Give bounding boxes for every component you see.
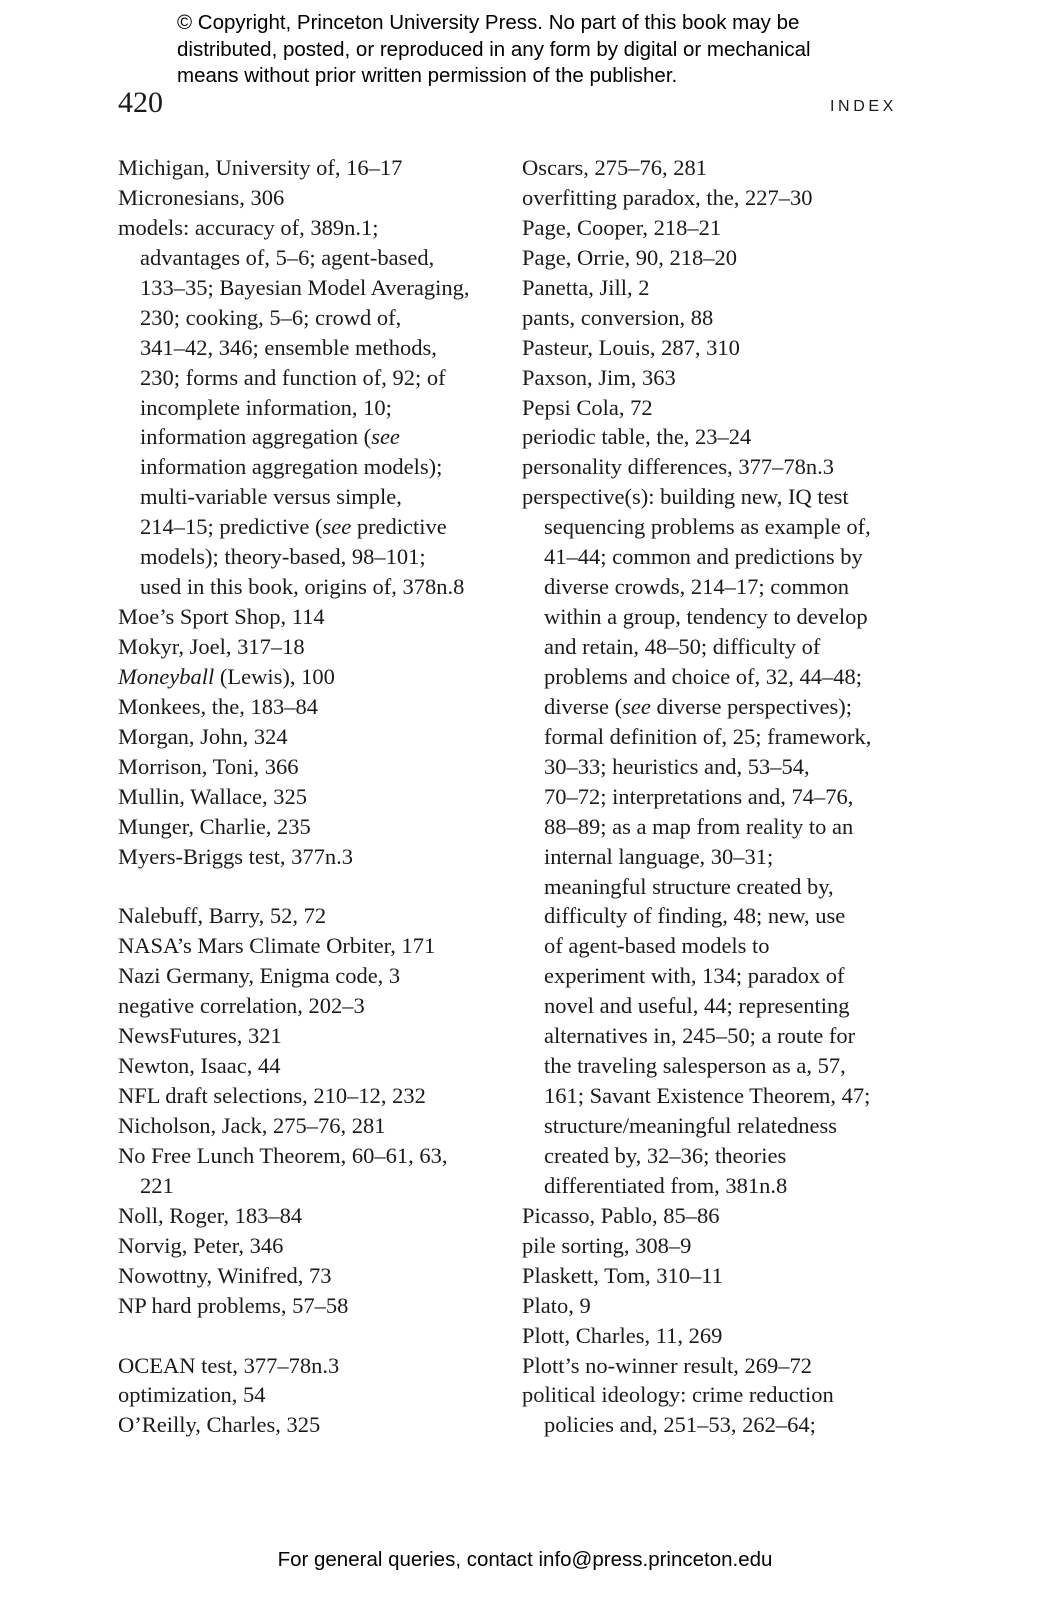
entry-text: 230; cooking, 5–6; crowd of, [140,304,402,330]
entry-text: negative correlation, 202–3 [118,993,365,1019]
entry-italic-text: see [371,424,400,450]
entry-text: Oscars, 275–76, 281 [522,155,707,180]
index-entry-line [522,1410,922,1440]
index-entry-line [118,782,513,812]
index-entry-line [118,422,513,452]
index-entry-line [522,482,922,512]
blank-line [118,872,513,902]
index-entry-line [118,273,513,303]
index-entry-line [118,991,513,1021]
index-entry-line [118,752,513,782]
index-entry-line [522,722,922,752]
index-entry-line [118,1351,513,1381]
entry-text: NFL draft selections, 210–12, 232 [118,1083,426,1109]
entry-text: 230; forms and function of, 92; of [140,364,446,390]
entry-text: 214–15; predictive ( [140,514,323,540]
entry-text: within a group, tendency to develop [544,604,868,630]
entry-text: Nalebuff, Barry, 52, 72 [118,903,327,929]
index-entry-line [118,602,513,632]
entry-text: problems and choice of, 32, 44–48; [544,663,863,689]
index-entry-line [118,1261,513,1291]
index-entry-line [522,153,922,183]
entry-text: 41–44; common and predictions by [544,544,863,570]
entry-text: Picasso, Pablo, 85–86 [522,1202,720,1228]
entry-text: difficulty of finding, 48; new, use [544,903,846,929]
entry-text: 30–33; heuristics and, 53–54, [544,753,810,779]
index-entry-line [522,422,922,452]
entry-text: diverse ( [544,693,623,719]
entry-text: sequencing problems as example of, [544,514,871,540]
entry-text-continued: predictive [351,514,447,540]
entry-text: Page, Cooper, 218–21 [522,214,722,240]
entry-text: formal definition of, 25; framework, [544,723,872,749]
entry-text: policies and, 251–53, 262–64; [544,1412,816,1438]
entry-text: overfitting paradox, the, 227–30 [522,184,813,210]
index-entry-line [522,782,922,812]
entry-text: structure/meaningful relatedness [544,1113,838,1138]
entry-text: Plato, 9 [522,1292,591,1318]
index-entry-line [118,632,513,662]
index-entry-line [118,482,513,512]
index-entry-line [522,752,922,782]
index-entry-line [522,1111,922,1141]
entry-text: Michigan, University of, 16–17 [118,155,403,180]
index-entry-line [522,1201,922,1231]
index-entry-line [522,662,922,692]
index-entry-line [118,452,513,482]
entry-text: Myers-Briggs test, 377n.3 [118,843,353,869]
entry-text: Nowottny, Winifred, 73 [118,1262,332,1288]
index-column-left [118,153,513,1440]
index-entry-line [522,303,922,333]
index-entry-line [118,512,513,542]
index-entry-line [118,393,513,423]
entry-text: Mokyr, Joel, 317–18 [118,634,305,659]
entry-text: meaningful structure created by, [544,873,834,899]
entry-text: internal language, 30–31; [544,843,774,869]
entry-text: Plott’s no-winner result, 269–72 [522,1352,812,1378]
copyright-line: distributed, posted, or reproduced in any form by digital or mechanical [177,37,811,61]
index-entry-line [522,1021,922,1051]
entry-text: NP hard problems, 57–58 [118,1292,349,1318]
index-entry-line [522,1141,922,1171]
entry-text: NewsFutures, 321 [118,1023,282,1049]
entry-text: No Free Lunch Theorem, 60–61, 63, [118,1142,448,1168]
entry-text: multi-variable versus simple, [140,484,402,510]
entry-text: Munger, Charlie, 235 [118,813,311,839]
entry-text: Morrison, Toni, 366 [118,753,299,779]
index-entry-line [118,931,513,961]
entry-text: 341–42, 346; ensemble methods, [140,334,437,360]
index-entry-line [118,1410,513,1440]
entry-text: NASA’s Mars Climate Orbiter, 171 [118,933,436,959]
entry-text: OCEAN test, 377–78n.3 [118,1352,340,1378]
index-entry-line [118,303,513,333]
index-entry-line [522,991,922,1021]
index-entry-line [118,572,513,602]
entry-text: perspective(s): building new, IQ test [522,484,849,510]
entry-text: Pepsi Cola, 72 [522,394,653,420]
index-entry-line [522,243,922,273]
index-entry-line [522,452,922,482]
entry-text: Pasteur, Louis, 287, 310 [522,334,740,360]
index-entry-line [118,1171,513,1201]
page-number: 420 [118,86,163,119]
entry-text: diverse crowds, 214–17; common [544,574,849,600]
entry-text: the traveling salesperson as a, 57, [544,1053,846,1079]
index-entry-line [522,1321,922,1351]
index-entry-line [118,961,513,991]
index-entry-line [118,722,513,752]
entry-text: novel and useful, 44; representing [544,993,850,1019]
copyright-line: © Copyright, Princeton University Press. No part of this book may be [177,11,800,34]
entry-text: incomplete information, 10; [140,394,392,420]
entry-text: pile sorting, 308–9 [522,1232,692,1258]
entry-text: advantages of, 5–6; agent-based, [140,244,435,270]
index-entry-line [118,1231,513,1261]
entry-text: differentiated from, 381n.8 [544,1172,788,1198]
entry-text: Plaskett, Tom, 310–11 [522,1262,723,1288]
index-entry-line [118,901,513,931]
index-entry-line [522,393,922,423]
entry-text: Newton, Isaac, 44 [118,1053,281,1079]
index-entry-line [522,901,922,931]
index-entry-line [118,542,513,572]
index-entry-line [522,1231,922,1261]
entry-text: 161; Savant Existence Theorem, 47; [544,1083,871,1109]
entry-text: created by, 32–36; theories [544,1142,787,1168]
index-entry-line [118,1201,513,1231]
entry-italic-text: Moneyball [118,663,215,689]
footer-contact: For general queries, contact info@press.princeton.edu [277,1548,773,1571]
entry-text: Norvig, Peter, 346 [118,1232,284,1258]
running-head: INDEX [830,98,897,115]
index-entry-line [118,1141,513,1171]
index-entry-line [522,1351,922,1381]
entry-text: information aggregation models); [140,454,443,480]
entry-text: political ideology: crime reduction [522,1382,834,1408]
entry-text: and retain, 48–50; difficulty of [544,634,821,659]
entry-text: Monkees, the, 183–84 [118,693,318,719]
entry-text: personality differences, 377–78n.3 [522,454,835,480]
entry-text: Nicholson, Jack, 275–76, 281 [118,1113,386,1138]
entry-text: pants, conversion, 88 [522,304,714,330]
index-entry-line [522,333,922,363]
entry-text: Panetta, Jill, 2 [522,274,650,300]
index-entry-line [522,812,922,842]
index-entry-line [118,213,513,243]
index-entry-line [522,632,922,662]
index-entry-line [522,1081,922,1111]
index-entry-line [522,1380,922,1410]
entry-text: Page, Orrie, 90, 218–20 [522,244,737,270]
entry-text: of agent-based models to [544,933,770,959]
entry-text: optimization, 54 [118,1382,266,1408]
index-entry-line [522,692,922,722]
index-entry-line [118,153,513,183]
index-entry-line [522,842,922,872]
entry-text: models: accuracy of, 389n.1; [118,214,379,240]
entry-text: Noll, Roger, 183–84 [118,1202,303,1228]
entry-italic-text: see [622,693,651,719]
index-entry-line [118,363,513,393]
index-entry-line [522,602,922,632]
index-entry-line [522,512,922,542]
index-entry-line [118,812,513,842]
entry-text: experiment with, 134; paradox of [544,963,845,989]
entry-text: Mullin, Wallace, 325 [118,783,307,809]
entry-italic-text: see [322,514,352,540]
index-entry-line [118,1111,513,1141]
index-entry-line [118,842,513,872]
index-entry-line [522,273,922,303]
entry-text: 70–72; interpretations and, 74–76, [544,783,854,809]
entry-text: models); theory-based, 98–101; [140,544,426,570]
entry-text: 133–35; Bayesian Model Averaging, [140,274,470,300]
entry-text: alternatives in, 245–50; a route for [544,1023,856,1049]
index-entry-line [118,1380,513,1410]
index-entry-line [522,572,922,602]
copyright-notice [177,10,937,90]
index-entry-line [118,1021,513,1051]
entry-text: Paxson, Jim, 363 [522,364,676,390]
index-entry-line [522,1171,922,1201]
index-entry-line [522,1051,922,1081]
index-entry-line [522,213,922,243]
entry-text: information aggregation ( [140,424,372,450]
entry-text: 88–89; as a map from reality to an [544,813,854,839]
entry-text: Morgan, John, 324 [118,723,288,749]
index-entry-line [118,1291,513,1321]
entry-text: O’Reilly, Charles, 325 [118,1412,321,1438]
index-entry-line [522,542,922,572]
entry-text: Nazi Germany, Enigma code, 3 [118,963,401,989]
blank-line [118,1321,513,1351]
entry-text: 221 [140,1172,174,1198]
index-entry-line [118,1081,513,1111]
entry-text-continued: (Lewis), 100 [214,663,335,689]
index-entry-line [118,692,513,722]
index-entry-line [118,1051,513,1081]
index-entry-line [522,872,922,902]
entry-text: used in this book, origins of, 378n.8 [140,574,465,600]
index-entry-line [522,183,922,213]
index-entry-line [118,662,513,692]
entry-text: Micronesians, 306 [118,184,285,210]
index-entry-line [118,333,513,363]
entry-text-continued: diverse perspectives); [650,693,852,719]
copyright-line: means without prior written permission of the publisher. [177,64,678,87]
index-entry-line [522,1291,922,1321]
index-column-right [522,153,922,1440]
index-entry-line [522,961,922,991]
entry-text: periodic table, the, 23–24 [522,424,752,450]
index-entry-line [522,931,922,961]
index-entry-line [522,363,922,393]
entry-text: Moe’s Sport Shop, 114 [118,604,325,630]
index-entry-line [522,1261,922,1291]
index-entry-line [118,183,513,213]
index-entry-line [118,243,513,273]
entry-text: Plott, Charles, 11, 269 [522,1322,723,1348]
